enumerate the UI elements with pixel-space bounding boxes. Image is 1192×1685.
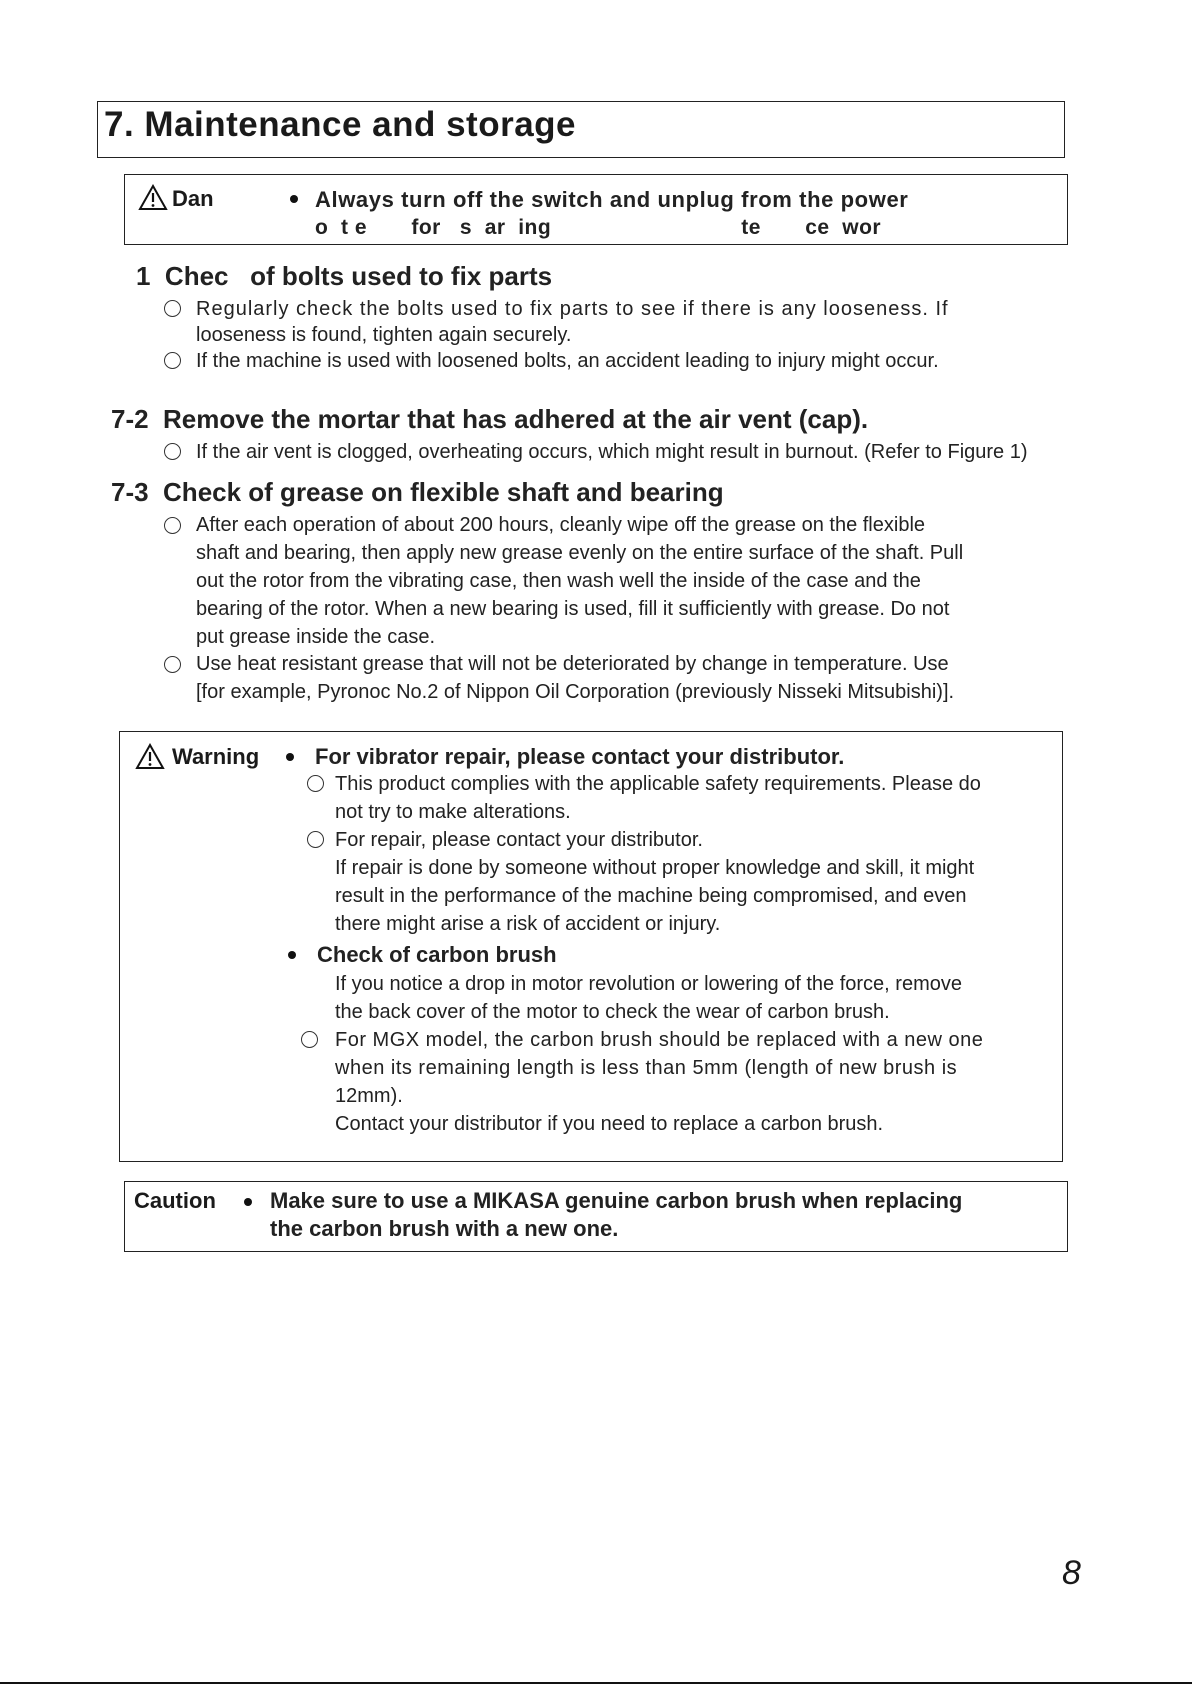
danger-line-2: o t e for s ar ing te ce wor (315, 216, 882, 239)
list-text: Contact your distributor if you need to replace a carbon brush. (335, 1113, 884, 1135)
caution-label: Caution (134, 1188, 216, 1213)
list-text: If the machine is used with loosened bolts, an accident leading to injury might occur. (196, 350, 939, 372)
list-text: If the air vent is clogged, overheating occurs, which might result in burnout. (Refer to Figure 1) (196, 441, 1028, 463)
list-text: Use heat resistant grease that will not be deteriorated by change in temperature. Use (196, 653, 949, 675)
list-text: This product complies with the applicable safety requirements. Please do (335, 773, 981, 795)
list-circle-icon (307, 775, 324, 792)
bullet-dot (244, 1198, 252, 1206)
warning-triangle-icon (138, 184, 168, 211)
bullet-dot (288, 951, 296, 959)
page-number: 8 (1062, 1554, 1081, 1592)
list-text: [for example, Pyronoc No.2 of Nippon Oil Corporation (previously Nisseki Mitsubishi)]. (196, 681, 955, 703)
list-circle-icon (164, 443, 181, 460)
list-text: the back cover of the motor to check the wear of carbon brush. (335, 1001, 890, 1023)
list-circle-icon (164, 517, 181, 534)
list-text: If you notice a drop in motor revolution or lowering of the force, remove (335, 973, 962, 995)
danger-line-1: Always turn off the switch and unplug from the power (315, 187, 909, 212)
list-circle-icon (307, 831, 324, 848)
bullet-dot (290, 195, 298, 203)
section-heading: 7-2 Remove the mortar that has adhered at the air vent (cap). (111, 404, 869, 434)
section-heading: 1 Chec of bolts used to fix parts (136, 261, 553, 291)
list-text: looseness is found, tighten again securely. (196, 324, 572, 346)
list-text: out the rotor from the vibrating case, then wash well the inside of the case and the (196, 570, 921, 592)
caution-line-2: the carbon brush with a new one. (270, 1216, 619, 1241)
list-text: For MGX model, the carbon brush should be replaced with a new one (335, 1029, 984, 1051)
warning-bullet-2: Check of carbon brush (317, 942, 557, 967)
list-text: If repair is done by someone without proper knowledge and skill, it might (335, 857, 975, 879)
danger-label: Dan (172, 186, 214, 211)
caution-line-1: Make sure to use a MIKASA genuine carbon brush when replacing (270, 1188, 963, 1213)
list-text: there might arise a risk of accident or injury. (335, 913, 721, 935)
list-text: After each operation of about 200 hours, cleanly wipe off the grease on the flexible (196, 514, 926, 536)
list-text: not try to make alterations. (335, 801, 571, 823)
list-circle-icon (301, 1031, 318, 1048)
list-text: 12mm). (335, 1085, 403, 1107)
list-circle-icon (164, 656, 181, 673)
list-circle-icon (164, 352, 181, 369)
warning-triangle-icon (135, 743, 165, 770)
list-text: result in the performance of the machine being compromised, and even (335, 885, 967, 907)
page-title: 7. Maintenance and storage (104, 105, 577, 144)
warning-bullet-1: For vibrator repair, please contact your distributor. (315, 744, 845, 769)
list-text: Regularly check the bolts used to fix parts to see if there is any looseness. If (196, 298, 949, 320)
list-text: put grease inside the case. (196, 626, 436, 648)
bullet-dot (286, 753, 294, 761)
list-circle-icon (164, 300, 181, 317)
section-heading: 7-3 Check of grease on flexible shaft and bearing (111, 477, 724, 507)
list-text: For repair, please contact your distributor. (335, 829, 703, 851)
bottom-rule (0, 1682, 1192, 1684)
list-text: when its remaining length is less than 5mm (length of new brush is (335, 1057, 958, 1079)
list-text: shaft and bearing, then apply new grease evenly on the entire surface of the shaft. Pull (196, 542, 964, 564)
list-text: bearing of the rotor. When a new bearing is used, fill it sufficiently with grease. Do not (196, 598, 950, 620)
warning-label: Warning (172, 744, 260, 769)
